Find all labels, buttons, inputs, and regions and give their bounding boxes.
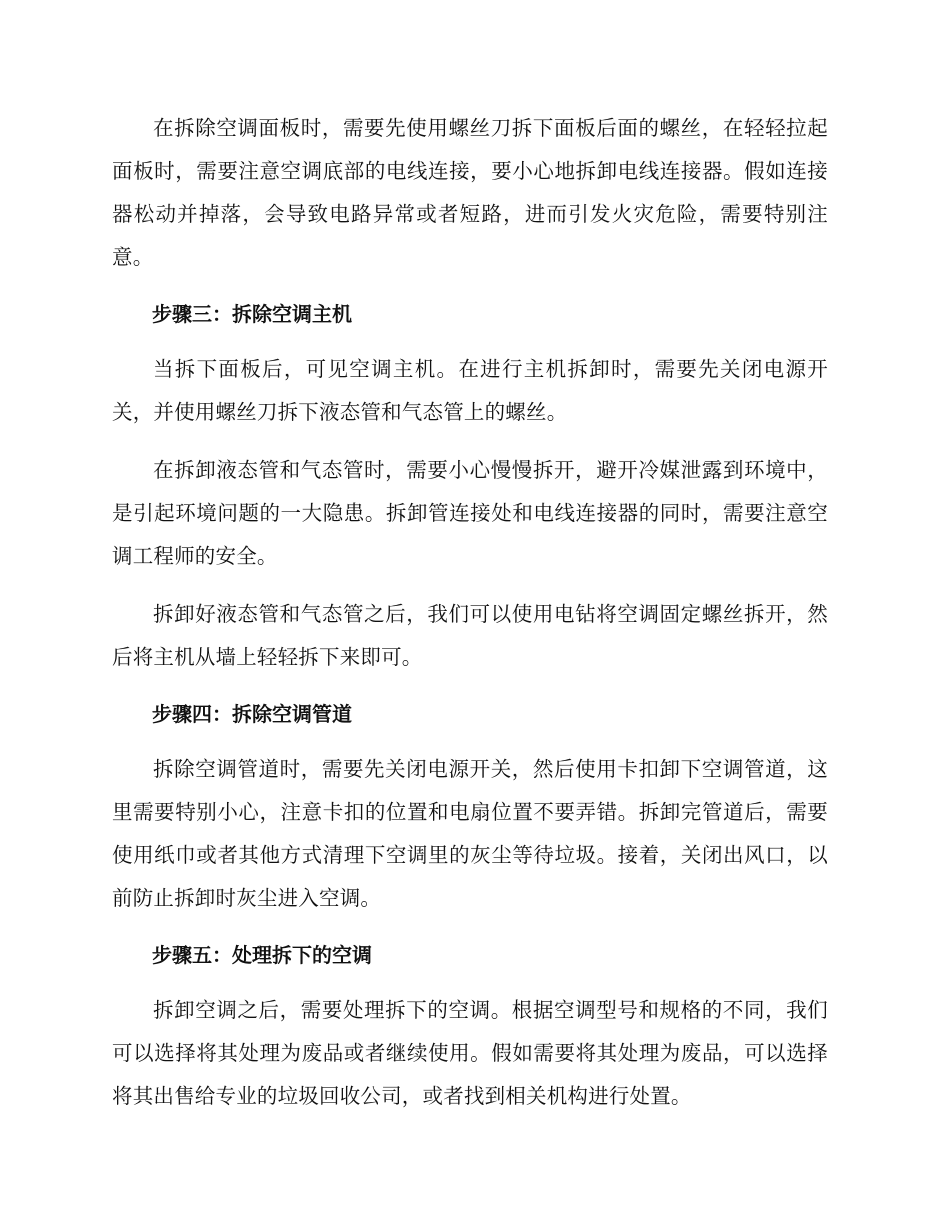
paragraph-disposal: 拆卸空调之后，需要处理拆下的空调。根据空调型号和规格的不同，我们可以选择将其处理为废品或者继续使用。假如需要将其处理为废品，可以选择将其出售给专业的垃圾回收公司，或者找到相关机构进行处置。: [112, 998, 828, 1108]
paragraph-main-unit-intro: 当拆下面板后，可见空调主机。在进行主机拆卸时，需要先关闭电源开关，并使用螺丝刀拆下液态管和气态管上的螺丝。: [112, 357, 828, 424]
paragraph-duct-removal: 拆除空调管道时，需要先关闭电源开关，然后使用卡扣卸下空调管道，这里需要特别小心，注意卡扣的位置和电扇位置不要弄错。拆卸完管道后，需要使用纸巾或者其他方式清理下空调里的灰尘等待垃圾。接着，关闭出风口，以前防止拆卸时灰尘进入空调。: [112, 757, 828, 910]
document-body: [112, 107, 828, 1133]
paragraph-panel-removal: 在拆除空调面板时，需要先使用螺丝刀拆下面板后面的螺丝，在轻轻拉起面板时，需要注意空调底部的电线连接，要小心地拆卸电线连接器。假如连接器松动并掉落，会导致电路异常或者短路，进而引发火灾危险，需要特别注意。: [112, 116, 828, 269]
heading-step-five: 步骤五：处理拆下的空调: [152, 943, 372, 967]
paragraph-main-unit-detach: 拆卸好液态管和气态管之后，我们可以使用电钻将空调固定螺丝拆开，然后将主机从墙上轻轻拆下来即可。: [112, 602, 828, 669]
paragraph-pipe-removal: 在拆卸液态管和气态管时，需要小心慢慢拆开，避开冷媒泄露到环境中，是引起环境问题的一大隐患。拆卸管连接处和电线连接器的同时，需要注意空调工程师的安全。: [112, 458, 828, 568]
heading-step-four: 步骤四：拆除空调管道: [152, 702, 352, 726]
heading-step-three: 步骤三：拆除空调主机: [152, 302, 352, 326]
